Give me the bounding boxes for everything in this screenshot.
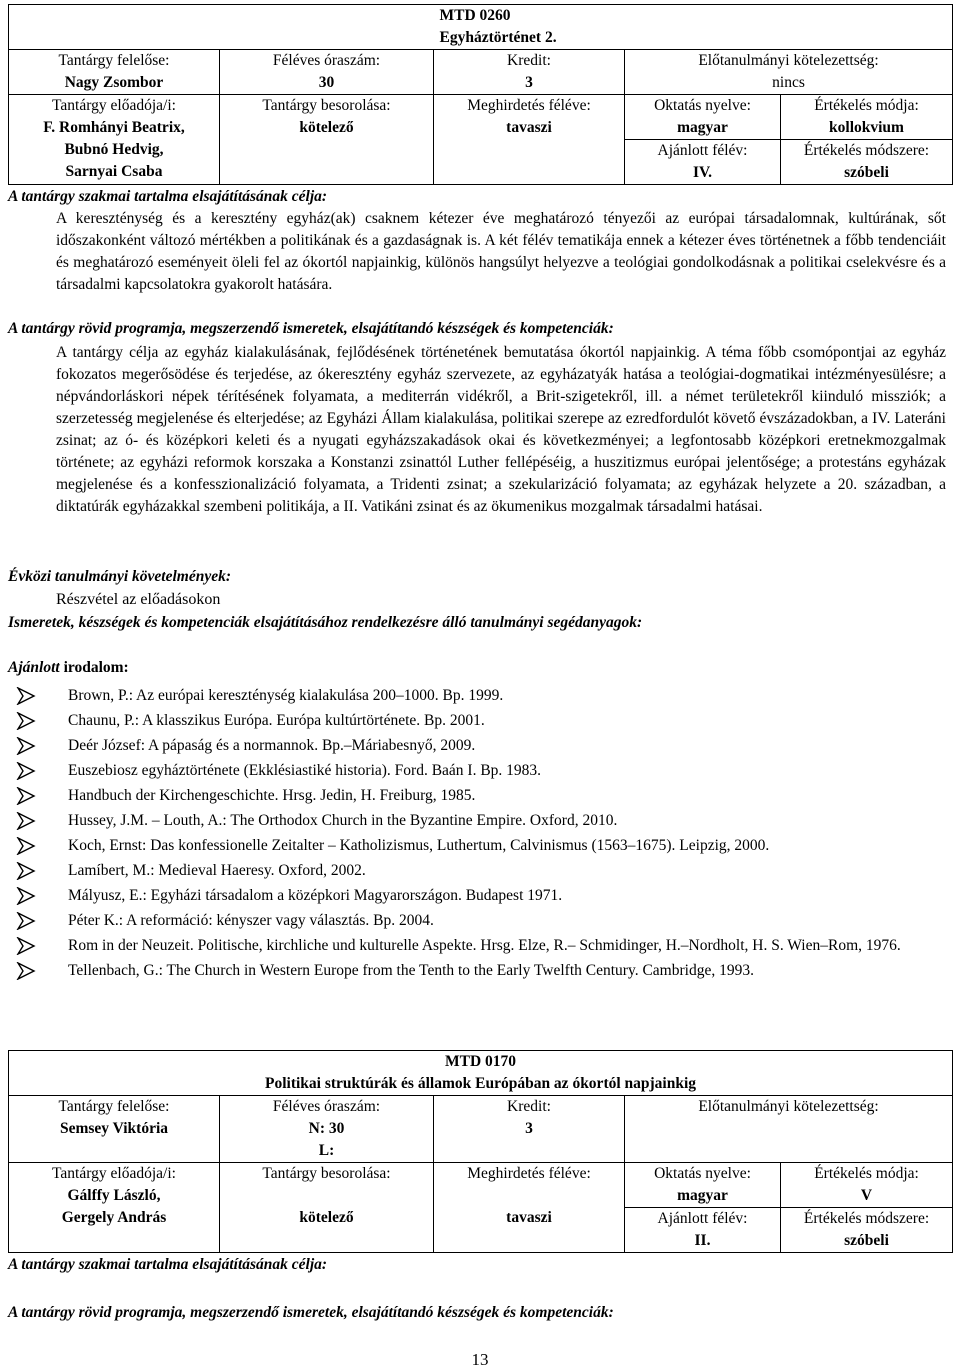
page-number: 13 (471, 1350, 489, 1369)
course2-aim-heading: A tantárgy szakmai tartalma elsajátításának célja: (8, 1256, 328, 1273)
bibliography-item (14, 809, 944, 833)
arrow-bullet-icon (16, 687, 36, 705)
course2-method-label: Értékelés módszere: (803, 1210, 930, 1227)
bibliography-item (14, 709, 944, 733)
bibliography-text: Deér József: A pápaság és a normannok. Bp.–Máriabesnyő, 2009. (68, 737, 476, 754)
bibliography-text: Rom in der Neuzeit. Politische, kirchliche und kulturelle Aspekte. Hrsg. Elze, R.– Schmidinger, H.–Nordholt, H. S. Wien–Rom, 1976. (68, 937, 901, 954)
course2-lang: magyar (677, 1187, 728, 1204)
course1-header-table (8, 4, 953, 185)
arrow-bullet-icon (16, 887, 36, 905)
bibliography-text: Euszebiosz egyháztörténete (Ekklésiastiké historia). Ford. Baán I. Bp. 1983. (68, 762, 542, 779)
arrow-bullet-icon (16, 837, 36, 855)
course1-prereq: nincs (772, 74, 805, 91)
course2-code: MTD 0170 (445, 1053, 517, 1070)
course2-lang-label: Oktatás nyelve: (654, 1165, 751, 1182)
course1-requirements-text: Részvétel az előadásokon (56, 591, 221, 608)
course2-credit-label: Kredit: (507, 1098, 551, 1115)
course1-aim-heading: A tantárgy szakmai tartalma elsajátításának célja: (8, 188, 328, 205)
course2-hours-label: Féléves óraszám: (272, 1098, 381, 1115)
course1-literature-heading (8, 657, 952, 679)
course2-semester: tavaszi (506, 1209, 552, 1226)
course1-eval-label: Értékelés módja: (814, 97, 919, 114)
bibliography-item (14, 734, 944, 758)
course1-lecturer-label: Tantárgy előadója/i: (52, 97, 176, 114)
course1-program-text: A tantárgy célja az egyház kialakulásának, fejlődésének történetének bemutatása ókortól napjainkig. A téma főbb csomópontjai az egyház fokozatos megerősödése és terjedése, az ókeresztény egyház szervezete, az egyházatyák hatása a teológiai-dogmatikai intézményesülésre; a népvándorláskori népek térítésének folyamata, a mediterrán vidékről, a Brit-szigetekről, ill. a német területekről kiinduló missziók; a szerzetesség megjelenése és elterjedése; az Egyházi Állam kialakulása, politikai szerepe az ezredfordulót követő évszázadokban, a IV. Lateráni zsinat; az ó- és középkori keleti és a nyugati egyházszakadások okai és következményei; a legfontosabb középkori eretnekmozgalmak története; az egyházi reformok korszaka a Konstanzi zsinattól Luther fellépéséig, a huszitizmus európai jelentősége; a protestáns egyházak megjelenése és a konfesszionalizáció folyamata, a Tridenti zsinat; a szekularizáció folyamata; az egyházak helyzete a 20. században, a diktatúrák egyházakkal szembeni politikája, a II. Vatikáni zsinat és az ökumenikus mozgalmak társadalmi hatásai. (56, 344, 946, 515)
arrow-bullet-icon (16, 937, 36, 955)
arrow-bullet-icon (16, 962, 36, 980)
arrow-bullet-icon (16, 762, 36, 780)
bibliography-text: Mályusz, E.: Egyházi társadalom a középkori Magyarországon. Budapest 1971. (68, 887, 563, 904)
course2-responsible: Semsey Viktória (59, 1120, 169, 1137)
bibliography-text: Tellenbach, G.: The Church in Western Europe from the Tenth to the Early Twelfth Century. Cambridge, 1993. (68, 962, 754, 979)
bibliography-text: Hussey, J.M. – Louth, A.: The Orthodox Church in the Byzantine Empire. Oxford, 2010. (68, 812, 618, 829)
course2-method: szóbeli (844, 1232, 889, 1249)
arrow-bullet-icon (16, 712, 36, 730)
course2-responsible-label: Tantárgy felelőse: (58, 1098, 170, 1115)
course1-eval: kollokvium (829, 119, 904, 136)
course2-eval: V (860, 1187, 873, 1204)
arrow-bullet-icon (16, 737, 36, 755)
course2-prereq-label: Előtanulmányi kötelezettség: (698, 1098, 879, 1115)
course1-credit-label: Kredit: (507, 52, 551, 69)
course2-header-table (8, 1050, 953, 1253)
arrow-bullet-icon (16, 912, 36, 930)
course2-lecturer-label: Tantárgy előadója/i: (52, 1165, 176, 1182)
course1-responsible-label: Tantárgy felelőse: (58, 52, 170, 69)
course2-hours-l: L: (318, 1142, 335, 1159)
bibliography-item (14, 834, 944, 858)
course1-semester: tavaszi (506, 119, 552, 136)
course1-credit: 3 (525, 74, 533, 91)
bibliography-item (14, 684, 944, 708)
bibliography-text: Koch, Ernst: Das konfessionelle Zeitalter – Katholizismus, Luthertum, Calvinismus (1563–1675). Leipzig, 2000. (68, 837, 770, 854)
bibliography-item (14, 909, 944, 933)
course1-class-label: Tantárgy besorolása: (262, 97, 391, 114)
course1-responsible: Nagy Zsombor (64, 74, 164, 91)
course1-hours-label: Féléves óraszám: (272, 52, 381, 69)
arrow-bullet-icon (16, 787, 36, 805)
course2-hours-n: N: 30 (308, 1120, 345, 1137)
course1-requirements-heading: Évközi tanulmányi követelmények: (8, 568, 232, 585)
course1-class: kötelező (299, 119, 354, 136)
arrow-bullet-icon (16, 862, 36, 880)
course2-lecturer-2: Gergely András (61, 1209, 167, 1226)
arrow-bullet-icon (16, 812, 36, 830)
course2-eval-label: Értékelés módja: (814, 1165, 919, 1182)
literature-heading-italic: Ajánlott (8, 659, 60, 676)
course2-semester-label: Meghirdetés féléve: (467, 1165, 591, 1182)
course1-rec-label: Ajánlott félév: (657, 142, 748, 159)
course1-lang-label: Oktatás nyelve: (654, 97, 751, 114)
bibliography-item (14, 759, 944, 783)
bibliography-text: Péter K.: A reformáció: kényszer vagy választás. Bp. 2004. (68, 912, 434, 929)
course1-program-heading: A tantárgy rövid programja, megszerzendő ismeretek, elsajátítandó készségek és kompetenciák: (8, 320, 614, 337)
course1-lecturer-1: F. Romhányi Beatrix, (43, 119, 185, 136)
course1-method-label: Értékelés módszere: (803, 142, 930, 159)
course2-class: kötelező (299, 1209, 354, 1226)
course1-lecturer-2: Bubnó Hedvig, (64, 141, 164, 158)
course2-lecturer-1: Gálffy László, (67, 1187, 161, 1204)
bibliography-text: Chaunu, P.: A klasszikus Európa. Európa kultúrtörténete. Bp. 2001. (68, 712, 485, 729)
course1-rec: IV. (692, 164, 713, 181)
literature-heading-rest: irodalom: (59, 659, 129, 676)
bibliography-item (14, 859, 944, 883)
bibliography-list (14, 684, 944, 984)
course1-lecturer-3: Sarnyai Csaba (65, 163, 163, 180)
course2-credit: 3 (525, 1120, 533, 1137)
course2-title: Politikai struktúrák és államok Európában az ókortól napjainkig (264, 1075, 697, 1092)
course1-code: MTD 0260 (439, 7, 511, 24)
course1-lang: magyar (677, 119, 728, 136)
course1-aim-text: A kereszténység és a keresztény egyház(ak) csaknem kétezer éve meghatározó tényezői az európai társadalomnak, kultúrának, sőt időszakonként változó mértékben a politikának és a gazdaságnak is. A két félév tematikája ennek a kétezer éves történetnek a főbb tendenciáit és meghatározó eseményeit öleli fel az ókortól napjainkig, különös hangsúlyt helyezve a teológiai gondolkodásnak a politikai cselekvésre és a társadalmi kapcsolatokra gyakorolt hatására. (56, 210, 946, 293)
bibliography-text: Lamíbert, M.: Medieval Haeresy. Oxford, 2002. (68, 862, 366, 879)
course2-program-heading: A tantárgy rövid programja, megszerzendő ismeretek, elsajátítandó készségek és kompetenciák: (8, 1304, 614, 1321)
bibliography-item (14, 959, 944, 983)
bibliography-item (14, 784, 944, 808)
bibliography-text: Brown, P.: Az európai kereszténység kialakulása 200–1000. Bp. 1999. (68, 687, 504, 704)
bibliography-text: Handbuch der Kirchengeschichte. Hrsg. Jedin, H. Freiburg, 1985. (68, 787, 476, 804)
course2-rec-label: Ajánlott félév: (657, 1210, 748, 1227)
course1-hours: 30 (318, 74, 335, 91)
bibliography-item (14, 934, 944, 958)
course1-title: Egyháztörténet 2. (439, 29, 557, 46)
course2-rec: II. (694, 1232, 711, 1249)
course1-method: szóbeli (844, 164, 889, 181)
bibliography-item (14, 884, 944, 908)
course1-prereq-label: Előtanulmányi kötelezettség: (698, 52, 879, 69)
course1-semester-label: Meghirdetés féléve: (467, 97, 591, 114)
course1-materials-heading: Ismeretek, készségek és kompetenciák elsajátításához rendelkezésre álló tanulmányi segédanyagok: (8, 614, 643, 631)
course2-class-label: Tantárgy besorolása: (262, 1165, 391, 1182)
